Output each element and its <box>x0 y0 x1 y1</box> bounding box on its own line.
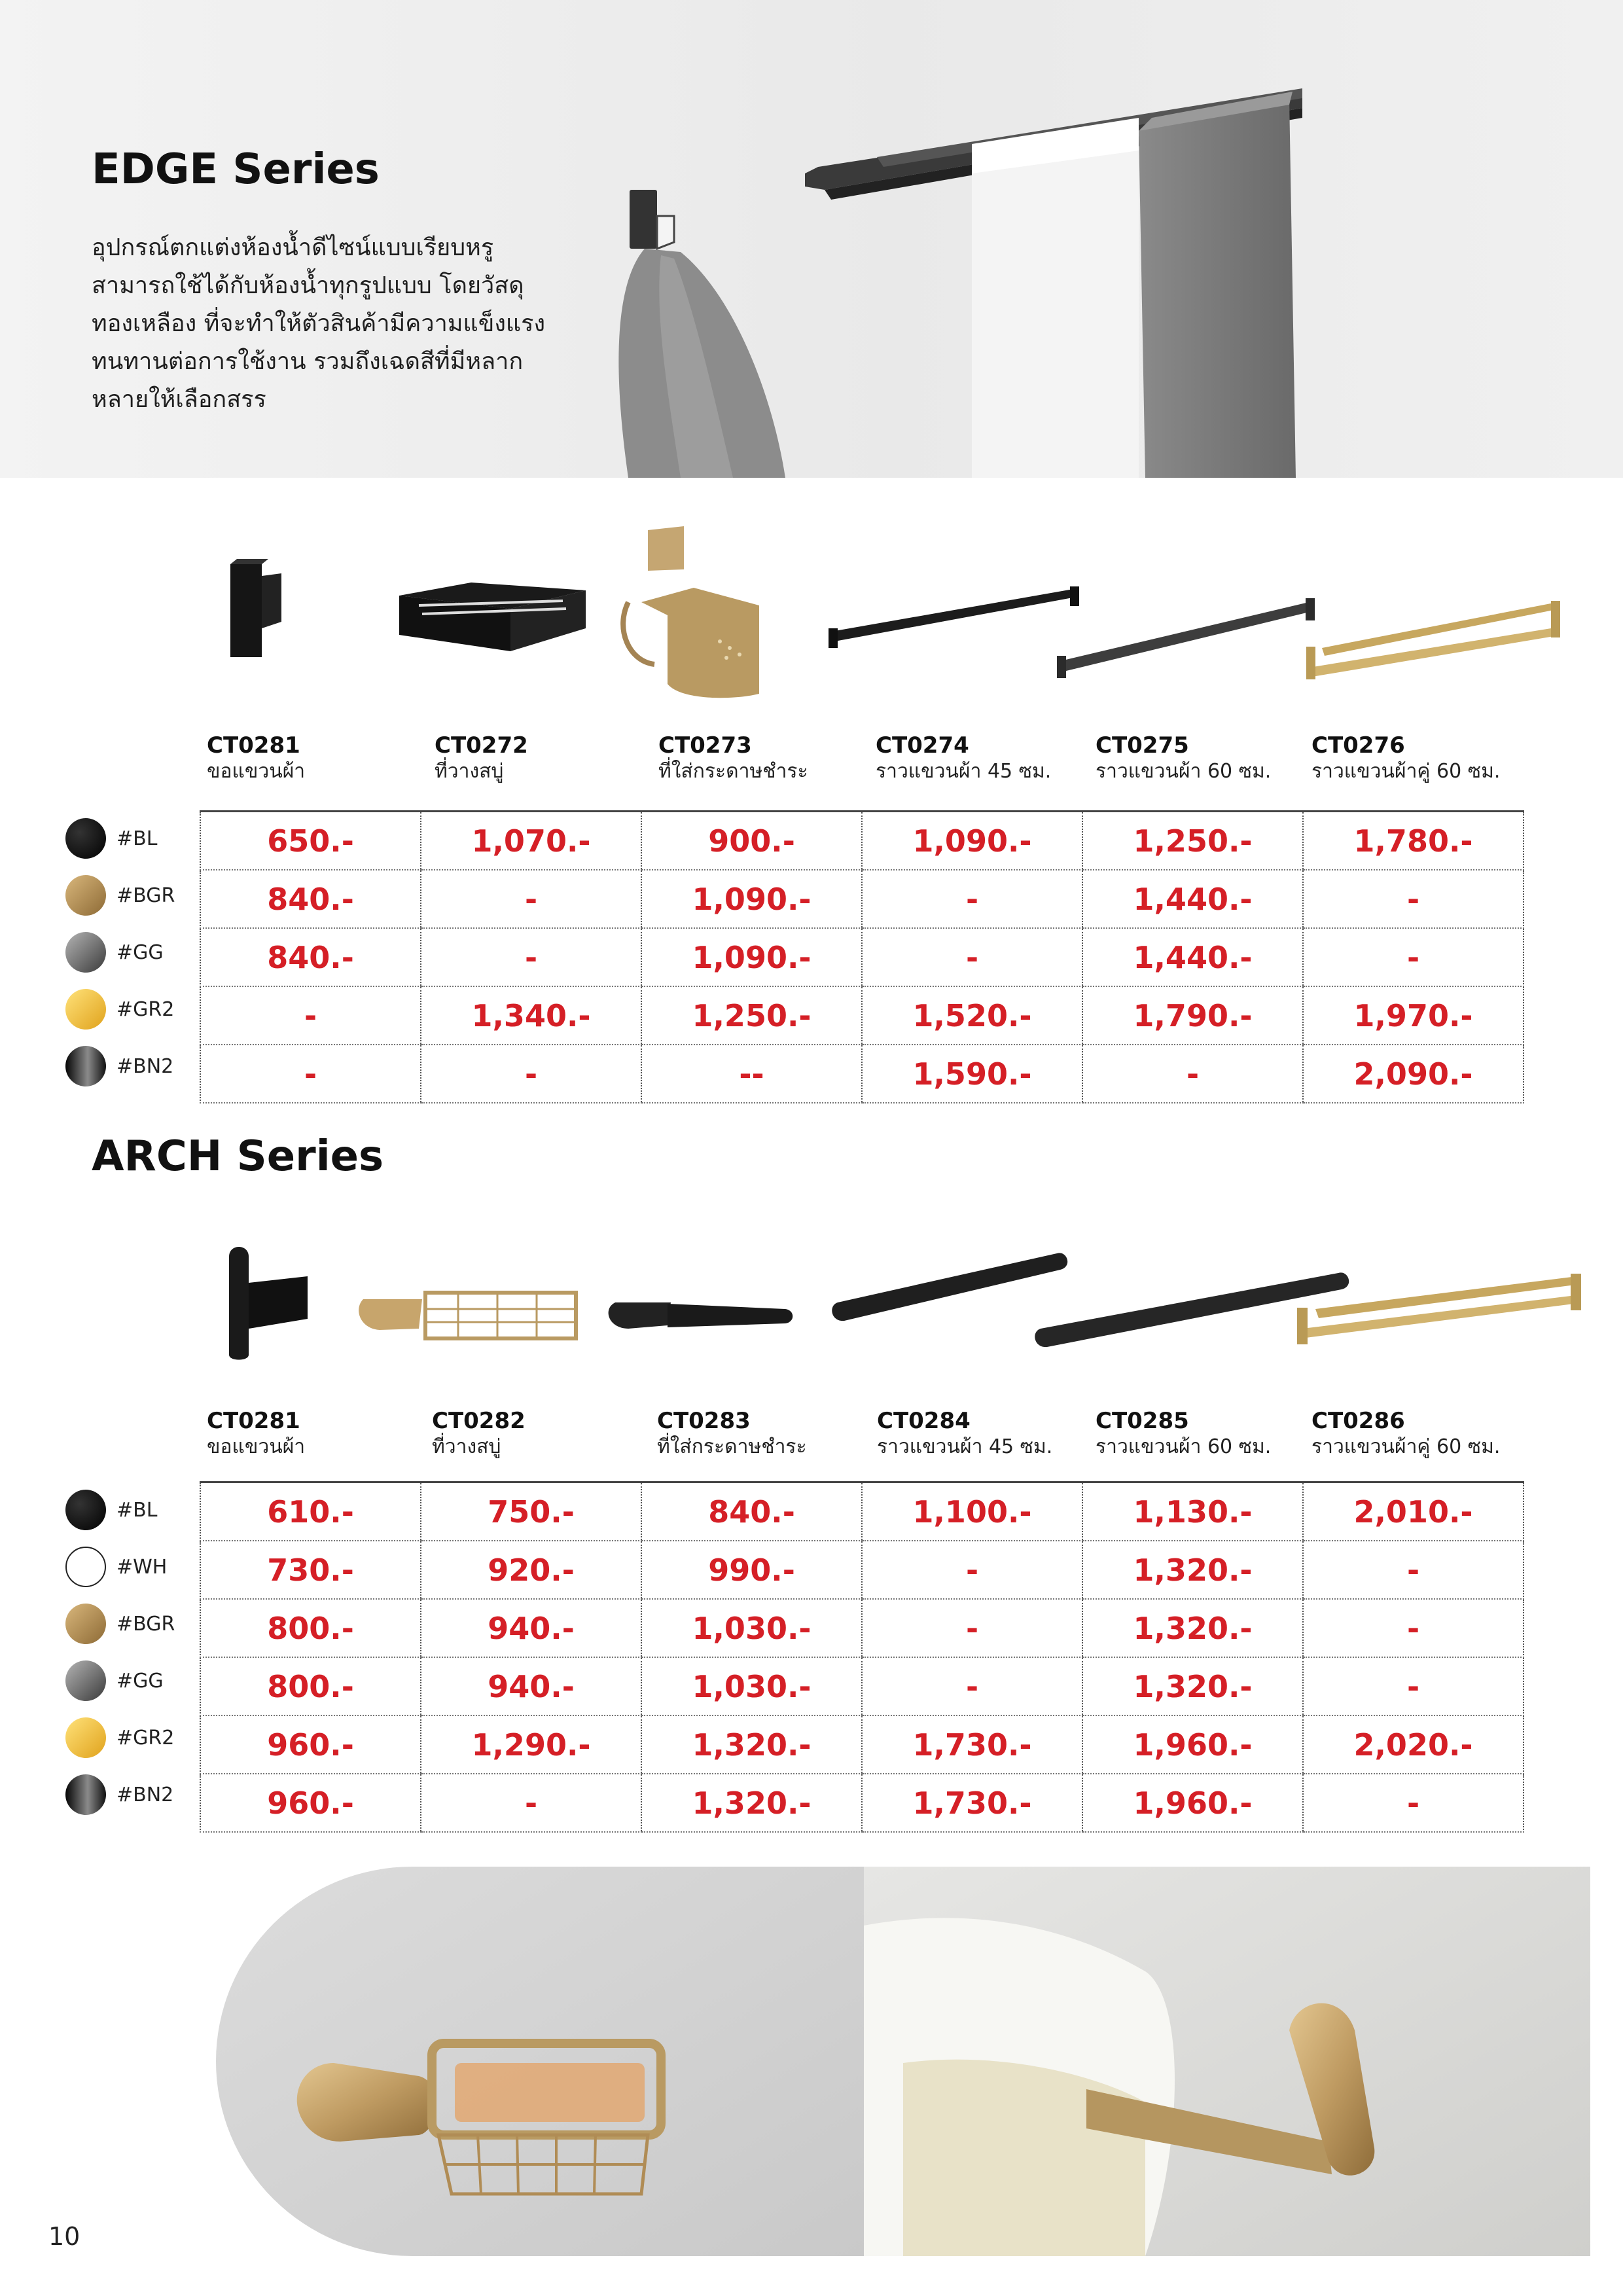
price-cell: 1,790.- <box>1082 986 1303 1045</box>
finish-label: #BL <box>116 1498 158 1522</box>
price-cell: 1,090.- <box>641 928 862 986</box>
finish-swatch-row <box>65 1652 164 1710</box>
finish-label: #GG <box>116 1669 164 1693</box>
price-cell: 1,320.- <box>1082 1657 1303 1715</box>
price-cell: 1,320.- <box>641 1715 862 1774</box>
price-cell: - <box>421 1774 641 1832</box>
product-name: ที่วางสบู่ <box>432 1435 501 1458</box>
product-code: CT0275 <box>1096 732 1189 759</box>
edge-product-images <box>196 517 1590 687</box>
product-code: CT0284 <box>877 1408 971 1434</box>
table-row <box>200 1657 1524 1715</box>
price-cell: 1,250.- <box>1082 812 1303 870</box>
product-code: CT0273 <box>658 732 752 759</box>
finish-swatch-icon <box>65 1604 106 1644</box>
price-cell: - <box>862 1657 1082 1715</box>
price-cell: - <box>1303 1599 1524 1657</box>
price-cell: - <box>862 1599 1082 1657</box>
finish-swatch-row <box>65 867 175 924</box>
price-cell: 1,320.- <box>1082 1541 1303 1599</box>
price-cell: 750.- <box>421 1482 641 1541</box>
price-cell: 800.- <box>200 1657 421 1715</box>
table-row <box>200 928 1524 986</box>
price-cell: 1,290.- <box>421 1715 641 1774</box>
table-row <box>200 1774 1524 1832</box>
price-cell: 1,780.- <box>1303 812 1524 870</box>
product-name: ราวแขวนผ้าคู่ 60 ซม. <box>1311 760 1501 783</box>
finish-swatch-row <box>65 924 164 981</box>
price-cell: 2,010.- <box>1303 1482 1524 1541</box>
finish-label: #GR2 <box>116 997 175 1021</box>
finish-swatch-row <box>65 810 157 867</box>
product-code: CT0285 <box>1096 1408 1189 1434</box>
edge-hook-image <box>230 559 281 657</box>
description-line: สามารถใช้ได้กับห้องน้ำทุกรูปแบบ โดยวัสดุ <box>92 272 524 299</box>
finish-label: #GG <box>116 941 164 964</box>
price-cell: - <box>1303 1774 1524 1832</box>
price-cell: 2,020.- <box>1303 1715 1524 1774</box>
arch-price-table <box>200 1481 1524 1833</box>
towel-holder-photo <box>864 1867 1590 2256</box>
finish-swatch-icon <box>65 1774 106 1815</box>
product-name: ขอแขวนผ้า <box>207 760 306 783</box>
price-cell: 920.- <box>421 1541 641 1599</box>
price-cell: 960.- <box>200 1715 421 1774</box>
price-cell: 1,960.- <box>1082 1774 1303 1832</box>
price-cell: 800.- <box>200 1599 421 1657</box>
product-code: CT0282 <box>432 1408 526 1434</box>
finish-swatch-row <box>65 1709 174 1767</box>
hero-banner <box>0 0 1623 478</box>
edge-series-title: EDGE Series <box>92 145 380 194</box>
product-name: ราวแขวนผ้า 60 ซม. <box>1096 1435 1272 1458</box>
price-cell: 1,960.- <box>1082 1715 1303 1774</box>
edge-paper-holder-image <box>623 526 759 698</box>
bottom-lifestyle-photos <box>216 1867 1590 2256</box>
price-cell: 1,030.- <box>641 1599 862 1657</box>
finish-label: #BN2 <box>116 1783 174 1806</box>
arch-product-header <box>657 1407 807 1460</box>
table-row <box>200 870 1524 928</box>
description-line: ทองเหลือง ที่จะทำให้ตัวสินค้ามีความแข็งแรง <box>92 310 546 337</box>
price-cell: 1,440.- <box>1082 928 1303 986</box>
finish-swatch-row <box>65 1037 173 1095</box>
finish-swatch-icon <box>65 932 106 973</box>
price-cell: 610.- <box>200 1482 421 1541</box>
table-row <box>200 812 1524 870</box>
edge-product-header <box>876 732 1051 784</box>
table-row <box>200 1045 1524 1103</box>
arch-product-images <box>196 1230 1590 1401</box>
finish-label: #WH <box>116 1555 168 1579</box>
edge-soap-dish-image <box>399 583 586 651</box>
price-cell: - <box>1303 1657 1524 1715</box>
product-name: ขอแขวนผ้า <box>207 1435 306 1458</box>
product-name: ราวแขวนผ้า 60 ซม. <box>1096 760 1272 783</box>
product-code: CT0276 <box>1311 732 1405 759</box>
price-cell: 1,320.- <box>1082 1599 1303 1657</box>
price-cell: - <box>421 1045 641 1103</box>
arch-towel-bar-45-image <box>832 1253 1067 1321</box>
arch-soap-dish-image <box>359 1293 576 1338</box>
edge-product-header <box>207 732 305 784</box>
finish-swatch-icon <box>65 989 106 1030</box>
price-cell: 1,250.- <box>641 986 862 1045</box>
edge-towel-bar-60-image <box>1057 598 1315 678</box>
price-cell: 1,130.- <box>1082 1482 1303 1541</box>
price-cell: 1,090.- <box>641 870 862 928</box>
price-cell: 960.- <box>200 1774 421 1832</box>
finish-swatch-icon <box>65 1547 106 1587</box>
product-name: ที่วางสบู่ <box>435 760 504 783</box>
price-cell: - <box>862 1541 1082 1599</box>
price-cell: - <box>200 1045 421 1103</box>
arch-product-header <box>877 1407 1052 1460</box>
table-row <box>200 1715 1524 1774</box>
page-number: 10 <box>48 2222 80 2251</box>
price-cell: 1,340.- <box>421 986 641 1045</box>
product-code: CT0281 <box>207 732 300 759</box>
product-name: ราวแขวนผ้า 45 ซม. <box>876 760 1052 783</box>
price-cell: 1,730.- <box>862 1774 1082 1832</box>
product-code: CT0281 <box>207 1408 300 1434</box>
price-cell: 2,090.- <box>1303 1045 1524 1103</box>
arch-hook-image <box>229 1247 308 1360</box>
arch-product-header <box>1311 1407 1500 1460</box>
price-cell: 1,970.- <box>1303 986 1524 1045</box>
description-line: ทนทานต่อการใช้งาน รวมถึงเฉดสีที่มีหลาก <box>92 348 524 375</box>
price-cell: - <box>1303 928 1524 986</box>
description-line: หลายให้เลือกสรร <box>92 386 266 413</box>
arch-series-title: ARCH Series <box>92 1132 384 1181</box>
product-code: CT0283 <box>657 1408 751 1434</box>
finish-swatch-icon <box>65 875 106 916</box>
finish-label: #BL <box>116 827 158 850</box>
price-cell: - <box>862 870 1082 928</box>
finish-swatch-icon <box>65 1717 106 1758</box>
product-name: ราวแขวนผ้าคู่ 60 ซม. <box>1311 1435 1501 1458</box>
edge-towel-bar-45-image <box>829 586 1079 648</box>
edge-product-header <box>435 732 528 784</box>
product-code: CT0274 <box>876 732 969 759</box>
product-name: ที่ใส่กระดาษชำระ <box>658 760 808 783</box>
edge-product-header <box>1311 732 1500 784</box>
arch-paper-holder-image <box>609 1302 793 1329</box>
price-cell: - <box>421 870 641 928</box>
price-cell: 1,090.- <box>862 812 1082 870</box>
price-cell: - <box>1303 1541 1524 1599</box>
finish-swatch-row <box>65 1481 157 1539</box>
table-row <box>200 1482 1524 1541</box>
product-code: CT0272 <box>435 732 528 759</box>
edge-price-table <box>200 810 1524 1103</box>
table-row <box>200 1599 1524 1657</box>
arch-product-header <box>207 1407 305 1460</box>
edge-product-header <box>1096 732 1271 784</box>
price-cell: 990.- <box>641 1541 862 1599</box>
price-cell: 1,320.- <box>641 1774 862 1832</box>
price-cell: 1,100.- <box>862 1482 1082 1541</box>
product-name: ราวแขวนผ้า 45 ซม. <box>877 1435 1053 1458</box>
price-cell: 840.- <box>200 928 421 986</box>
price-cell: - <box>200 986 421 1045</box>
price-cell: 840.- <box>200 870 421 928</box>
price-cell: 650.- <box>200 812 421 870</box>
finish-swatch-row <box>65 980 174 1038</box>
price-cell: -- <box>641 1045 862 1103</box>
finish-swatch-row <box>65 1766 173 1823</box>
price-cell: 900.- <box>641 812 862 870</box>
price-cell: - <box>1303 870 1524 928</box>
price-cell: 730.- <box>200 1541 421 1599</box>
price-cell: 840.- <box>641 1482 862 1541</box>
finish-label: #GR2 <box>116 1726 175 1749</box>
table-row <box>200 986 1524 1045</box>
finish-label: #BGR <box>116 884 175 907</box>
edge-series-description <box>92 229 550 419</box>
description-line: อุปกรณ์ตกแต่งห้องน้ำดีไซน์แบบเรียบหรู <box>92 234 494 261</box>
price-cell: 1,590.- <box>862 1045 1082 1103</box>
arch-product-header <box>432 1407 526 1460</box>
edge-double-towel-bar-image <box>1306 601 1560 679</box>
table-row <box>200 1541 1524 1599</box>
price-cell: 1,440.- <box>1082 870 1303 928</box>
finish-swatch-icon <box>65 818 106 859</box>
price-cell: - <box>1082 1045 1303 1103</box>
price-cell: 940.- <box>421 1599 641 1657</box>
price-cell: 1,520.- <box>862 986 1082 1045</box>
price-cell: - <box>421 928 641 986</box>
edge-product-header <box>658 732 808 784</box>
finish-swatch-icon <box>65 1490 106 1530</box>
finish-swatch-icon <box>65 1046 106 1086</box>
soap-dish-photo <box>216 1867 864 2256</box>
product-name: ที่ใส่กระดาษชำระ <box>657 1435 807 1458</box>
price-cell: 1,730.- <box>862 1715 1082 1774</box>
arch-product-header <box>1096 1407 1271 1460</box>
finish-label: #BN2 <box>116 1054 174 1078</box>
product-code: CT0286 <box>1311 1408 1405 1434</box>
price-cell: 940.- <box>421 1657 641 1715</box>
finish-label: #BGR <box>116 1612 175 1636</box>
finish-swatch-icon <box>65 1660 106 1701</box>
finish-swatch-row <box>65 1595 175 1653</box>
finish-swatch-row <box>65 1538 167 1596</box>
price-cell: 1,070.- <box>421 812 641 870</box>
price-cell: - <box>862 928 1082 986</box>
price-cell: 1,030.- <box>641 1657 862 1715</box>
